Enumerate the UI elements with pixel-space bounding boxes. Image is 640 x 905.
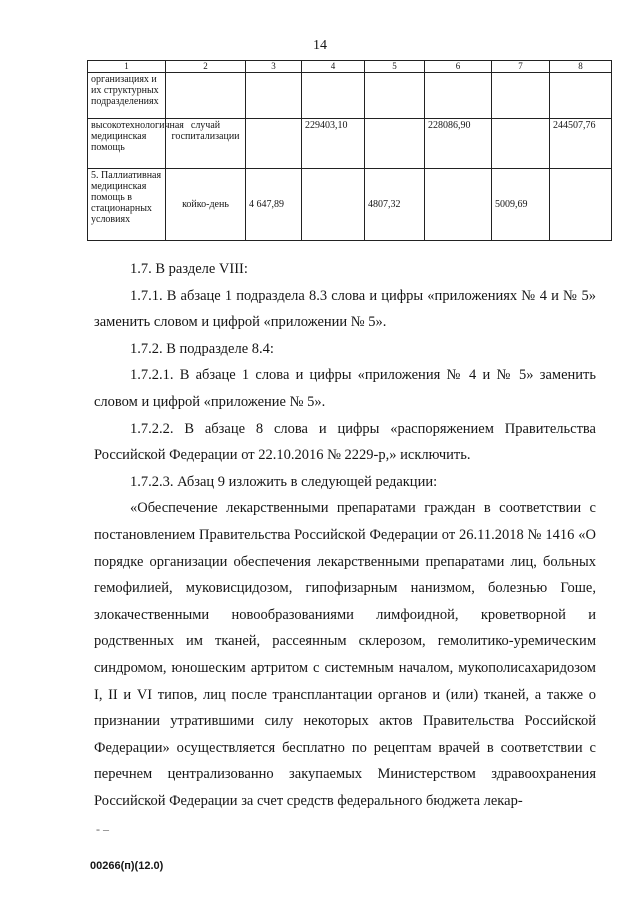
paragraph: 1.7.2.2. В абзаце 8 слова и цифры «распоряжением Правительства Российской Федерации от 22.10.2016 № 2229-р,» исключить. xyxy=(94,420,596,464)
paragraph: 1.7. В разделе VIII: xyxy=(130,261,248,277)
table-cell: 229403,10 xyxy=(302,119,365,169)
table-cell xyxy=(302,169,365,241)
scan-mark: - – xyxy=(96,822,109,836)
table-cell: высокотехнологичная медицинская помощь xyxy=(88,119,166,169)
column-header: 1 xyxy=(88,61,166,73)
column-header: 7 xyxy=(492,61,550,73)
tariff-table xyxy=(87,60,612,241)
table-cell xyxy=(365,119,425,169)
column-header: 6 xyxy=(425,61,492,73)
paragraph: 1.7.1. В абзаце 1 подраздела 8.3 слова и цифры «приложениях № 4 и № 5» заменить словом и цифрой «приложении № 5». xyxy=(94,287,596,331)
table-cell xyxy=(425,73,492,119)
paragraph: 1.7.2. В подразделе 8.4: xyxy=(130,340,274,357)
table-cell xyxy=(246,119,302,169)
column-header: 5 xyxy=(365,61,425,73)
table-cell: койко-день xyxy=(166,169,246,241)
table-row xyxy=(88,73,612,119)
column-header: 8 xyxy=(550,61,612,73)
table-cell xyxy=(425,169,492,241)
document-code: 00266(п)(12.0) xyxy=(90,860,164,872)
paragraph: 1.7.2.1. В абзаце 1 слова и цифры «приложения № 4 и № 5» заменить словом и цифрой «приложение № 5». xyxy=(94,367,596,410)
paragraph: 1.7.2.3. Абзац 9 изложить в следующей редакции: xyxy=(130,473,438,490)
table-cell: 228086,90 xyxy=(425,119,492,169)
page-number: 14 xyxy=(313,38,327,53)
table-cell xyxy=(166,73,246,119)
table-cell xyxy=(550,73,612,119)
table-cell: 5009,69 xyxy=(492,169,550,241)
table-cell: 4807,32 xyxy=(365,169,425,241)
table-cell: случай госпитализации xyxy=(166,119,246,169)
table-row xyxy=(88,169,612,241)
table-row xyxy=(88,119,612,169)
table-cell xyxy=(302,73,365,119)
table-cell xyxy=(550,169,612,241)
table-cell: 244507,76 xyxy=(550,119,612,169)
document-body xyxy=(94,256,596,814)
table-cell xyxy=(492,119,550,169)
table-cell xyxy=(492,73,550,119)
paragraph: «Обеспечение лекарственными препаратами граждан в соответствии с постановлением Правительства Российской Федерации от 26.11.2018 № 1416 «О порядке организации обеспечения лекарственными препаратами лиц, больных гемофилией, муковисцидозом, гипофизарным нанизмом, болезнью Гоше, злокачественными новообразованиями лимфоидной, кроветворной и родственных им тканей, рассеянным склерозом, гемолитико-уремическим синдромом, юношеским артритом с системным началом, мукополисахаридозом I, II и VI типов, лиц после трансплантации органов и (или) тканей, а также о признании утратившими силу некоторых актов Правительства Российской Федерации» осуществляется бесплатно по рецептам врачей в соответствии с перечнем централизованно закупаемых Министерством здравоохранения Российской Федерации за счет средств федерального бюджета лекар- xyxy=(94,500,596,809)
table-header-row xyxy=(88,61,612,73)
table-cell: организациях и их структурных подразделениях xyxy=(88,73,166,119)
column-header: 3 xyxy=(246,61,302,73)
column-header: 2 xyxy=(166,61,246,73)
table-cell xyxy=(246,73,302,119)
table-cell: 4 647,89 xyxy=(246,169,302,241)
table-cell xyxy=(365,73,425,119)
table-cell: 5. Паллиативная медицинская помощь в стационарных условиях xyxy=(88,169,166,241)
column-header: 4 xyxy=(302,61,365,73)
